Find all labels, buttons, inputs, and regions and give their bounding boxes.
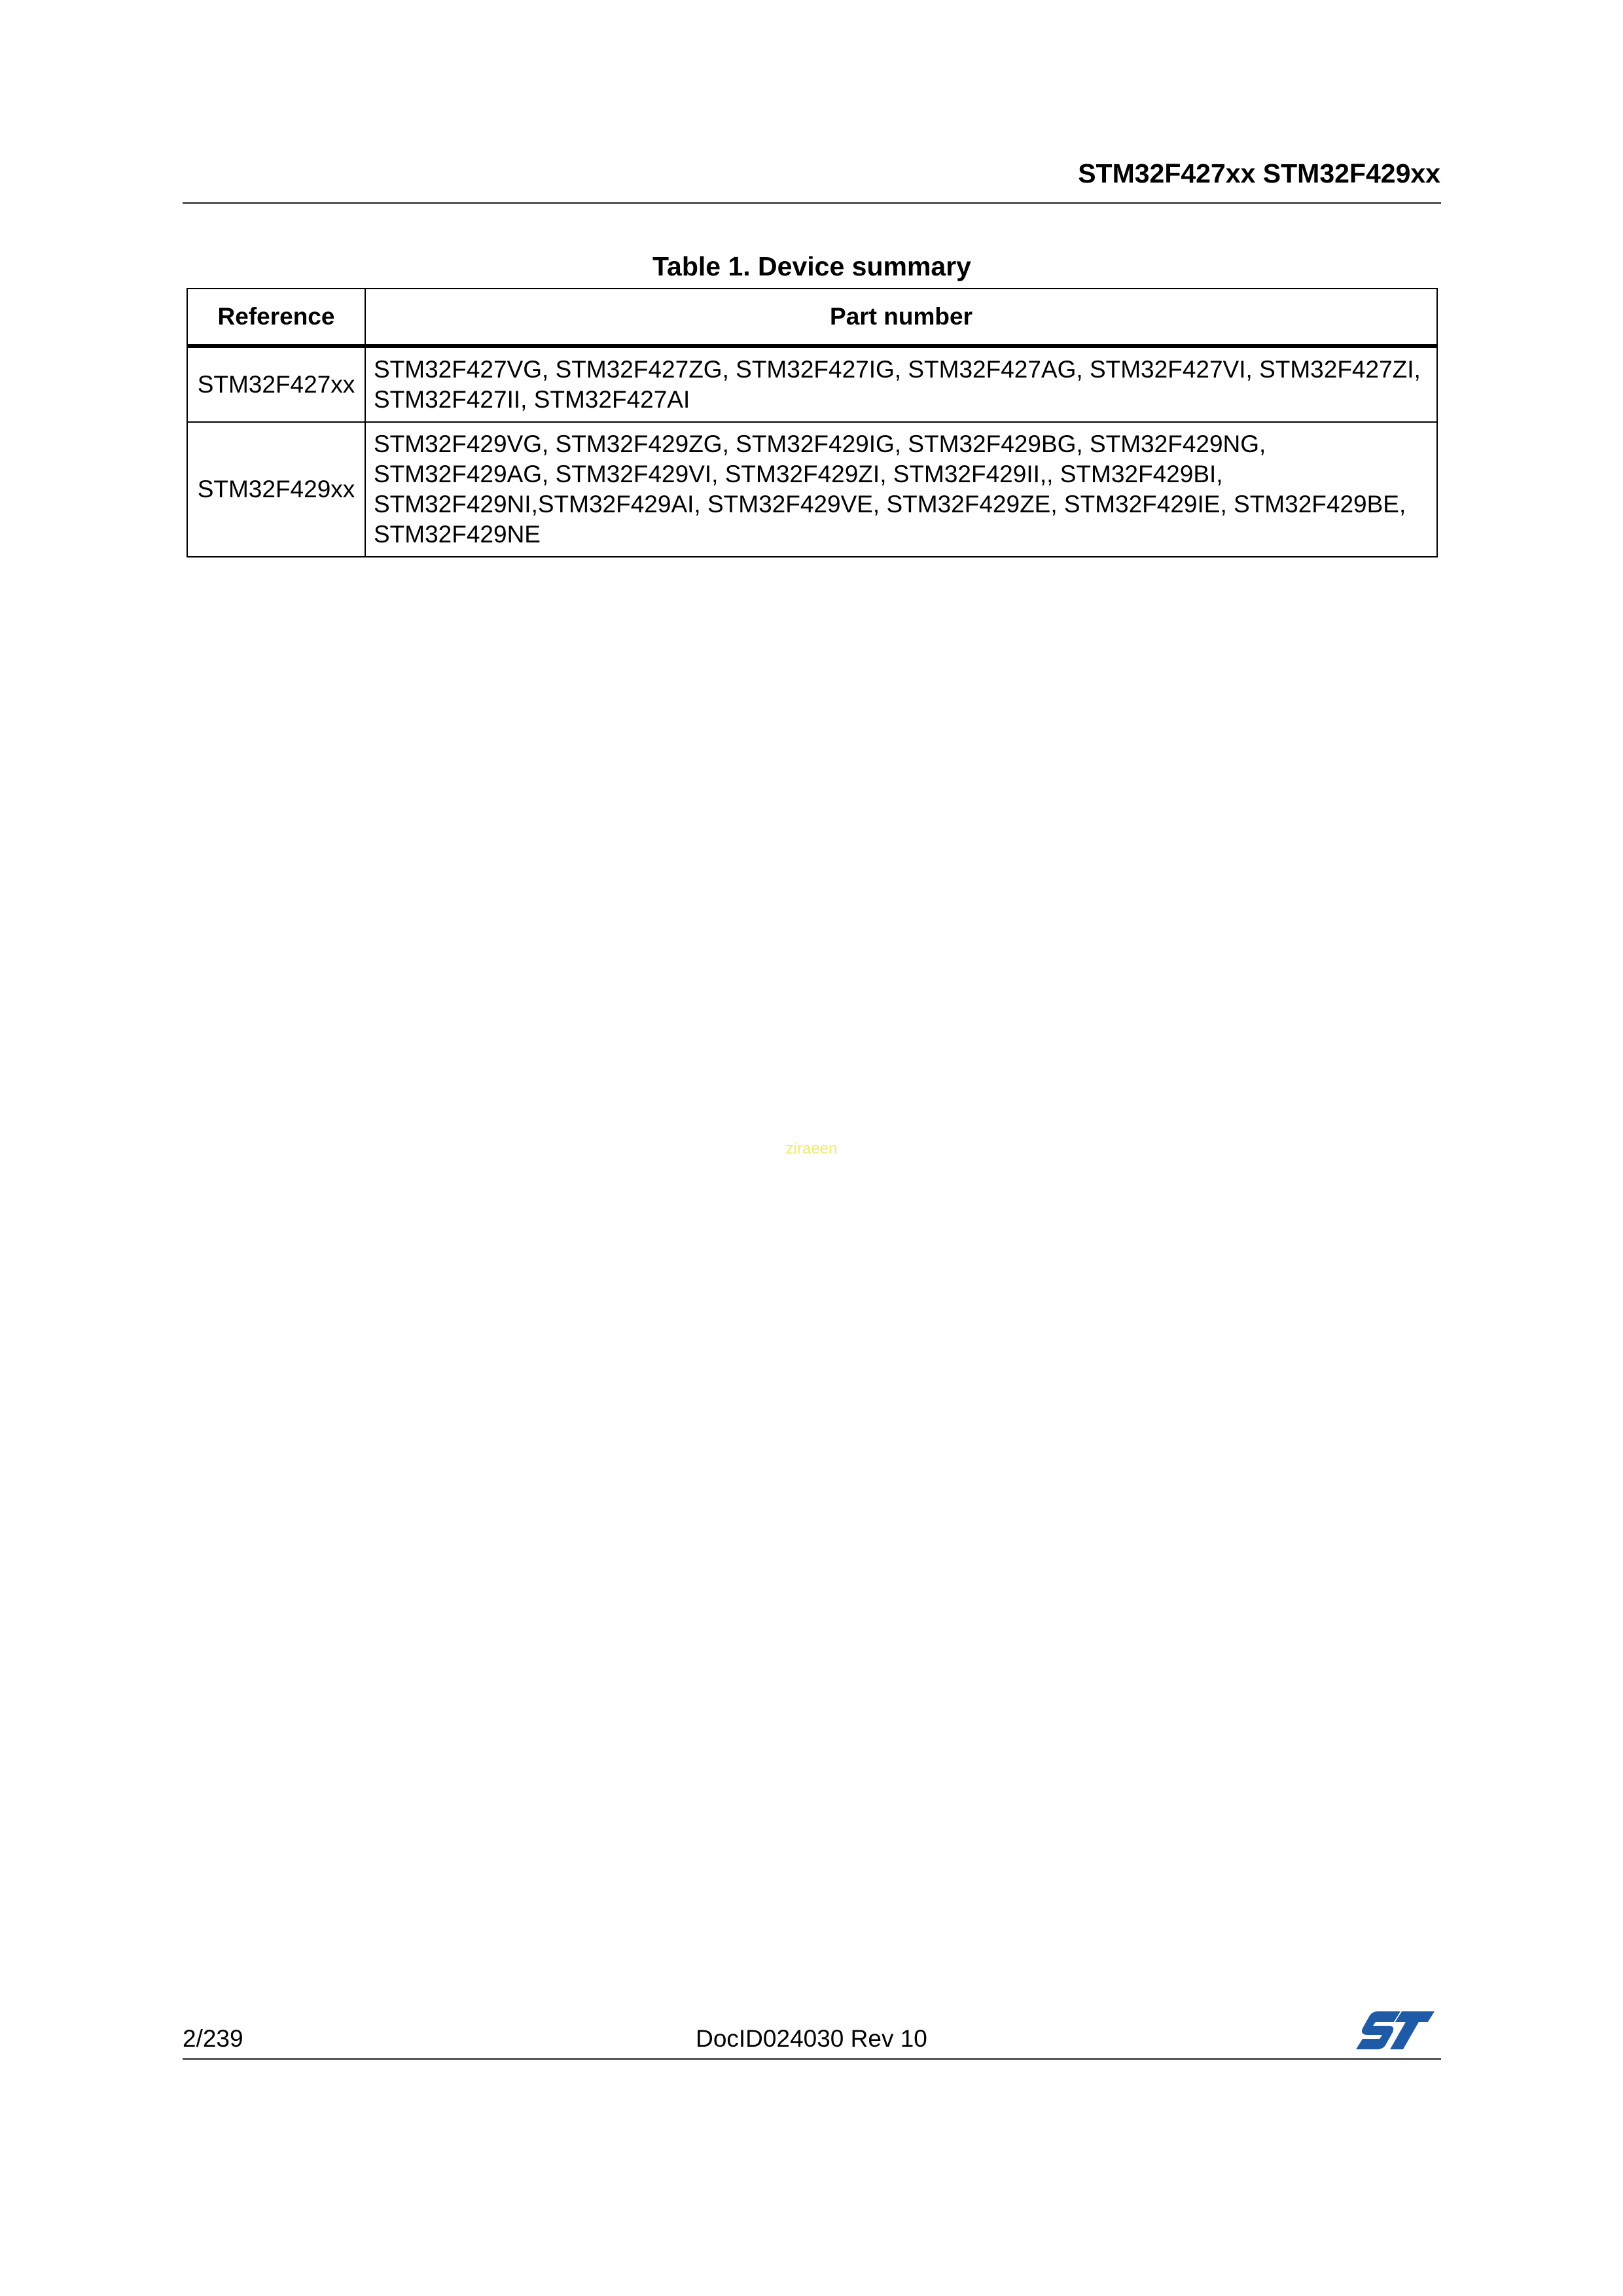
- reference-cell: STM32F427xx: [187, 346, 365, 422]
- part-number-line: STM32F429NI,STM32F429AI, STM32F429VE, STM32F429ZE, STM32F429IE, STM32F429BE,: [374, 491, 1406, 518]
- part-number-line: STM32F427VG, STM32F427ZG, STM32F427IG, STM32F427AG, STM32F427VI, STM32F427ZI,: [374, 356, 1421, 383]
- device-summary-table: [187, 288, 1438, 557]
- table-caption: Table 1. Device summary: [652, 251, 971, 281]
- header-divider: [183, 202, 1441, 204]
- column-header-reference: Reference: [187, 289, 365, 346]
- part-number-cell: [365, 422, 1437, 557]
- part-number-line: STM32F429AG, STM32F429VI, STM32F429ZI, STM32F429II,, STM32F429BI,: [374, 461, 1223, 487]
- part-number-cell: [365, 346, 1437, 422]
- st-logo-icon: [1355, 2009, 1436, 2052]
- footer-divider: [183, 2058, 1441, 2060]
- table-header-row: [187, 289, 1437, 346]
- column-header-part-number: Part number: [365, 289, 1437, 346]
- reference-cell: STM32F429xx: [187, 422, 365, 557]
- table-row: [187, 346, 1437, 422]
- document-header-title: STM32F427xx STM32F429xx: [1078, 158, 1440, 188]
- page-number: 2/239: [183, 2025, 243, 2052]
- part-number-line: STM32F429VG, STM32F429ZG, STM32F429IG, STM32F429BG, STM32F429NG,: [374, 431, 1266, 457]
- watermark: ziraeen: [785, 1140, 838, 1157]
- part-number-line: STM32F427II, STM32F427AI: [374, 386, 690, 413]
- part-number-line: STM32F429NE: [374, 521, 541, 548]
- document-id: DocID024030 Rev 10: [696, 2025, 927, 2052]
- table-row: [187, 422, 1437, 557]
